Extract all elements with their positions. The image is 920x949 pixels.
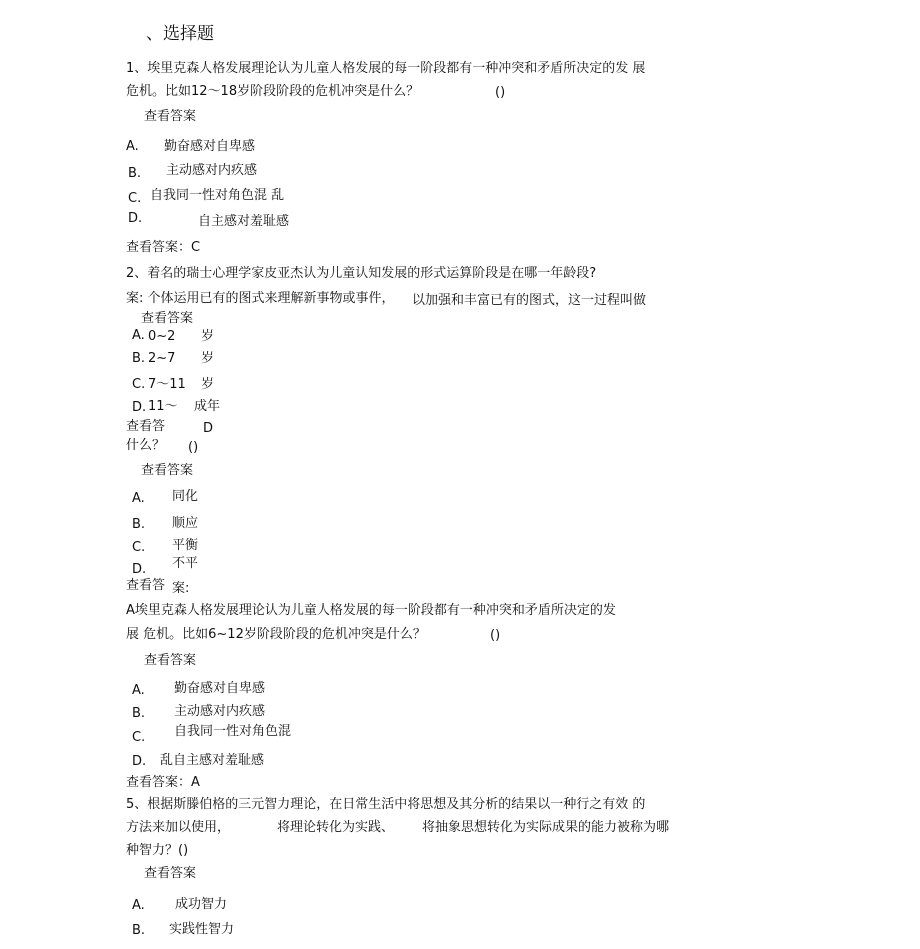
q1-option-a-letter: A.: [126, 139, 139, 154]
q1-option-b-text: 主动感对内疚感: [166, 163, 258, 178]
q2-answer-value: D: [203, 421, 214, 436]
q3-stem-line1: 什么？: [126, 438, 166, 453]
q2-option-a-unit: 岁: [201, 329, 215, 344]
q5-option-a-text: 成功智力: [175, 897, 228, 912]
q1-answer: 查看答案：C: [126, 240, 201, 255]
q2-view-answer-link[interactable]: 查看答案: [141, 311, 194, 326]
q1-option-d-text: 自主感对羞耻感: [198, 214, 290, 229]
q3-answer-label: 查看答: [126, 578, 166, 593]
q3-view-answer-link[interactable]: 查看答案: [141, 463, 194, 478]
q1-option-a-text: 勤奋感对自卑感: [164, 139, 256, 154]
q3-option-b-letter: B.: [132, 517, 146, 532]
q4-option-d-letter: D.: [132, 754, 147, 769]
q2-option-d-letter: D.: [132, 400, 147, 415]
q3-option-c-text: 平衡: [172, 538, 199, 553]
q4-answer-paren: (): [490, 628, 501, 643]
q3-answer-tail: 案:: [172, 581, 190, 596]
q1-stem-line1: 1、埃里克森人格发展理论认为儿童人格发展的每一阶段都有一种冲突和矛盾所决定的发 展: [126, 61, 646, 76]
q3-option-d-letter: D.: [132, 562, 147, 577]
q3-option-c-letter: C.: [132, 540, 146, 555]
q1-stem-line2: 危机。比如12～18岁阶段阶段的危机冲突是什么？: [126, 84, 420, 99]
q4-option-d-text: 乱自主感对羞耻感: [160, 753, 265, 768]
q1-option-c-text: 自我同一性对角色混 乱: [150, 188, 285, 203]
q3-option-d-text: 不平: [172, 556, 199, 571]
q5-stem-line2-part2: 将理论转化为实践、: [277, 820, 395, 835]
q5-stem-line2-part1: 方法来加以使用，: [126, 820, 231, 835]
q3-option-a-letter: A.: [132, 491, 145, 506]
q5-view-answer-link[interactable]: 查看答案: [144, 866, 197, 881]
q4-option-b-letter: B.: [132, 706, 146, 721]
q1-option-d-letter: D.: [128, 211, 143, 226]
q5-stem-line3: 种智力？(): [126, 843, 189, 858]
q2-stem-line1: 2、着名的瑞士心理学家皮亚杰认为儿童认知发展的形式运算阶段是在哪一年龄段?: [126, 266, 597, 281]
q5-option-b-text: 实践性智力: [169, 922, 235, 937]
q2-stem-line2-part2: 以加强和丰富已有的图式，这一过程叫做: [412, 293, 647, 308]
q5-option-a-letter: A.: [132, 898, 145, 913]
q2-stem-line2-part1: 案: 个体运用已有的图式来理解新事物或事件，: [126, 291, 395, 306]
q2-option-b-unit: 岁: [201, 351, 215, 366]
q4-option-c-text: 自我同一性对角色混: [174, 724, 292, 739]
q1-option-b-letter: B.: [128, 166, 142, 181]
q2-option-c-unit: 岁: [201, 377, 215, 392]
q4-option-b-text: 主动感对内疚感: [174, 704, 266, 719]
q4-stem-line2: 展 危机。比如6~12岁阶段阶段的危机冲突是什么？: [126, 627, 426, 642]
q2-option-d-num: 11～: [148, 399, 178, 414]
q4-option-a-letter: A.: [132, 683, 145, 698]
q5-stem-line2-part3: 将抽象思想转化为实际成果的能力被称为哪: [422, 820, 670, 835]
q2-answer-label: 查看答: [126, 419, 166, 434]
q2-option-d-unit: 成年: [194, 399, 221, 414]
q4-option-a-text: 勤奋感对自卑感: [174, 681, 266, 696]
q2-option-c-num: 7～11: [148, 377, 186, 392]
q5-stem-line1: 5、根据斯滕伯格的三元智力理论，在日常生活中将思想及其分析的结果以一种行之有效 的: [126, 797, 646, 812]
q3-option-b-text: 顺应: [172, 516, 199, 531]
q5-option-b-letter: B.: [132, 923, 146, 938]
q1-option-c-letter: C.: [128, 191, 142, 206]
q3-option-a-text: 同化: [172, 489, 199, 504]
section-title: 、选择题: [146, 24, 214, 44]
q4-option-c-letter: C.: [132, 730, 146, 745]
q4-view-answer-link[interactable]: 查看答案: [144, 653, 197, 668]
q4-answer: 查看答案：A: [126, 775, 200, 790]
q2-option-b-letter: B.: [132, 351, 146, 366]
q1-answer-paren: (): [495, 85, 506, 100]
q2-option-a-num: 0~2: [148, 329, 176, 344]
q4-stem-line1: A埃里克森人格发展理论认为儿童人格发展的每一阶段都有一种冲突和矛盾所决定的发: [126, 603, 616, 618]
q2-option-b-num: 2~7: [148, 351, 176, 366]
q2-option-c-letter: C.: [132, 377, 146, 392]
q3-answer-paren: (): [188, 440, 199, 455]
q2-option-a-letter: A.: [132, 328, 145, 343]
q1-view-answer-link[interactable]: 查看答案: [144, 109, 197, 124]
